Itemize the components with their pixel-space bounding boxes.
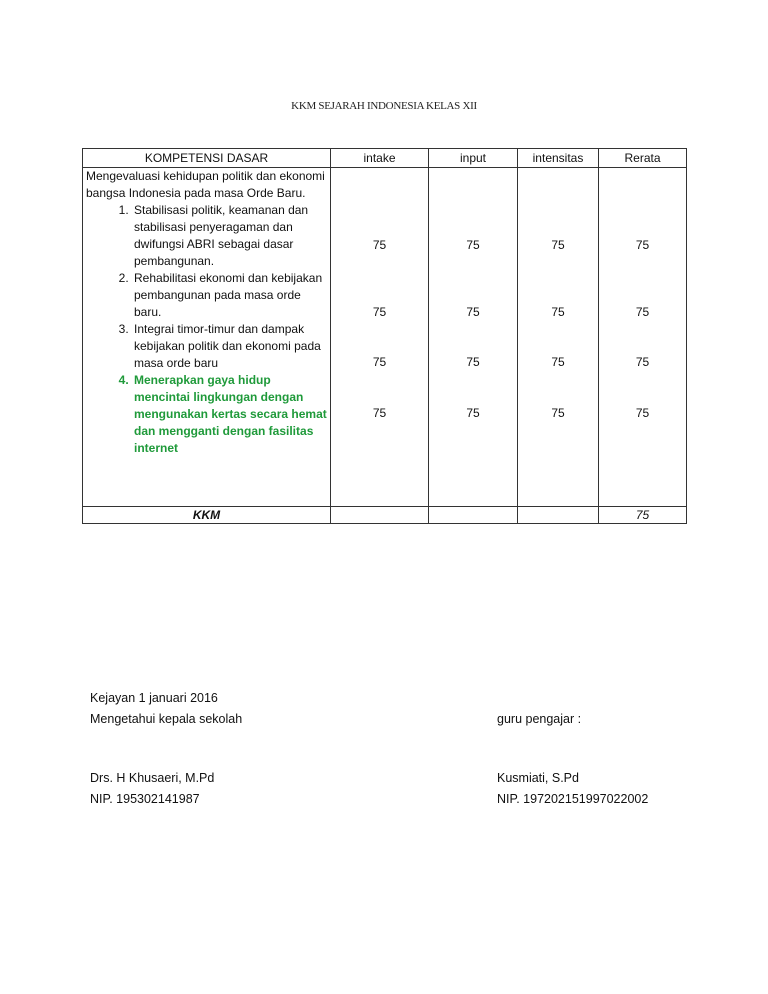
list-item-highlighted: 4. Menerapkan gaya hidup mencintai lingkungan dengan mengunakan kertas secara hemat dan mengganti dengan fasilitas internet	[132, 372, 327, 457]
left-role: Mengetahui kepala sekolah	[90, 712, 243, 726]
kompetensi-list	[86, 202, 327, 457]
input-value: 75	[466, 305, 480, 319]
list-item: 3. Integrai timor-timur dan dampak kebijakan politik dan ekonomi pada masa orde baru	[132, 321, 327, 372]
header-intake: intake	[331, 149, 429, 168]
list-item: 2. Rehabilitasi ekonomi dan kebijakan pembangunan pada masa orde baru.	[132, 270, 327, 321]
intake-value: 75	[372, 305, 387, 319]
kompetensi-dasar-cell	[83, 168, 331, 507]
document-title: KKM SEJARAH INDONESIA KELAS XII	[291, 100, 477, 112]
kkm-label: KKM	[83, 507, 331, 524]
table-header-row	[83, 149, 687, 168]
header-rerata: Rerata	[599, 149, 687, 168]
rerata-value: 75	[635, 355, 650, 369]
kkm-table	[82, 148, 687, 524]
input-value: 75	[466, 238, 480, 252]
input-cell	[429, 168, 518, 507]
right-name: Kusmiati, S.Pd	[497, 771, 579, 785]
table-row	[83, 168, 687, 507]
left-name: Drs. H Khusaeri, M.Pd	[90, 771, 215, 785]
rerata-value: 75	[635, 238, 650, 252]
left-nip: NIP. 195302141987	[90, 792, 200, 806]
right-role: guru pengajar :	[497, 712, 582, 726]
header-kompetensi-dasar: KOMPETENSI DASAR	[83, 149, 331, 168]
intake-value: 75	[372, 406, 387, 420]
header-input: input	[429, 149, 518, 168]
intake-value: 75	[372, 238, 387, 252]
intake-cell	[331, 168, 429, 507]
intensitas-value: 75	[551, 238, 565, 252]
input-value: 75	[466, 406, 480, 420]
empty-cell	[429, 507, 518, 524]
kkm-rerata-value: 75	[599, 507, 687, 524]
input-value: 75	[466, 355, 480, 369]
kompetensi-intro: Mengevaluasi kehidupan politik dan ekonomi bangsa Indonesia pada masa Orde Baru.	[86, 169, 325, 200]
rerata-cell	[599, 168, 687, 507]
intensitas-value: 75	[551, 355, 565, 369]
intensitas-cell	[518, 168, 599, 507]
rerata-value: 75	[635, 406, 650, 420]
empty-cell	[518, 507, 599, 524]
right-nip: NIP. 197202151997022002	[497, 792, 649, 806]
rerata-value: 75	[635, 305, 650, 319]
intensitas-value: 75	[551, 406, 565, 420]
intensitas-value: 75	[551, 305, 565, 319]
place-date: Kejayan 1 januari 2016	[90, 691, 218, 705]
header-intensitas: intensitas	[518, 149, 599, 168]
intake-value: 75	[372, 355, 387, 369]
list-item: 1. Stabilisasi politik, keamanan dan stabilisasi penyeragaman dan dwifungsi ABRI sebagai dasar pembangunan.	[132, 202, 327, 270]
empty-cell	[331, 507, 429, 524]
table-footer-row	[83, 507, 687, 524]
